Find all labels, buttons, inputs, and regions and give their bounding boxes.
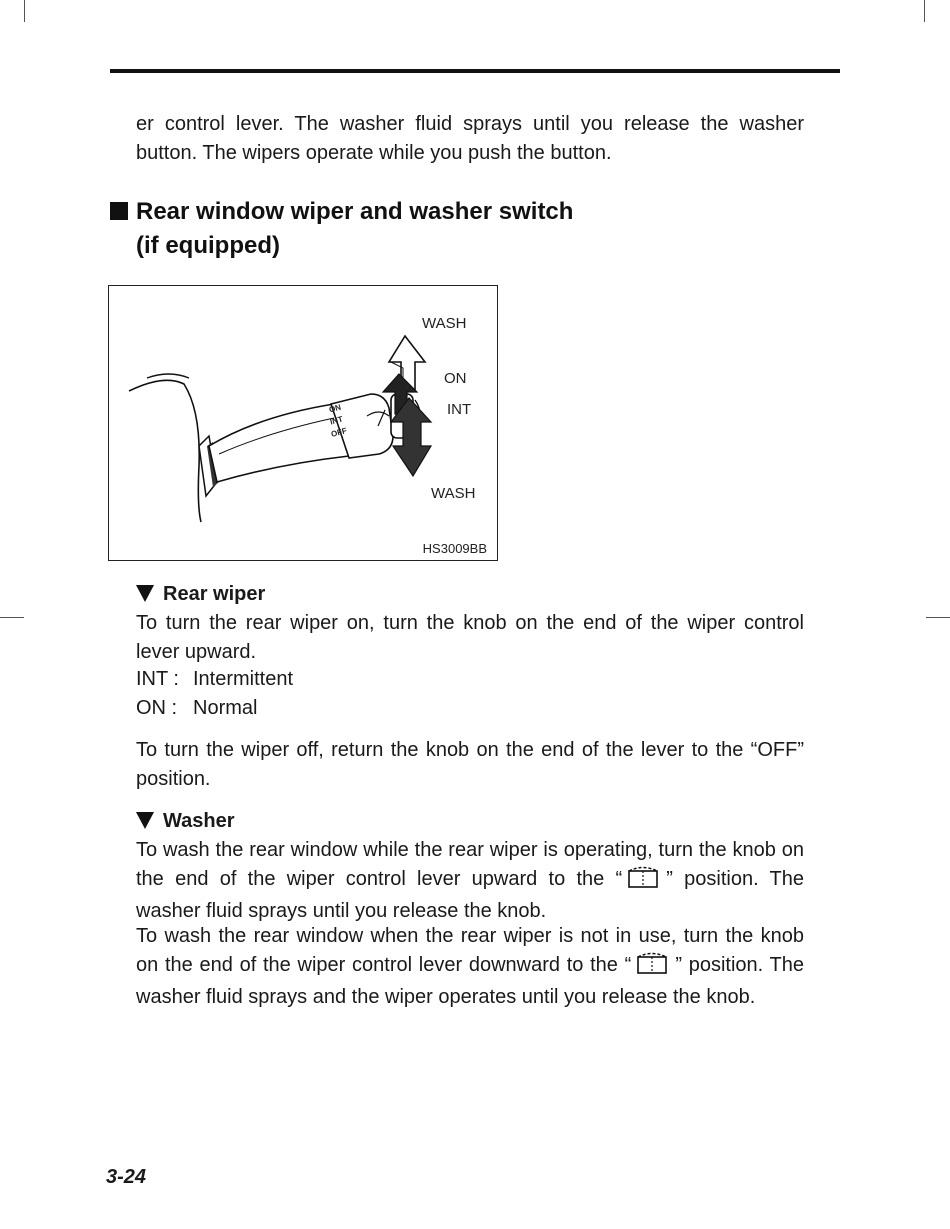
label-wash-up: WASH xyxy=(422,315,467,332)
mode-int xyxy=(136,665,293,694)
section-title-line-1: Rear window wiper and washer switch xyxy=(136,198,574,225)
switch-marking-on: ON xyxy=(328,402,342,415)
rear-wiper-para-1: To turn the rear wiper on, turn the knob on the end of the wiper control lever upward. xyxy=(136,612,804,663)
washer-para-1-start: To wash the rear window while the rear wiper is operating, turn the knob on the end of the wiper control lever upward to the “ xyxy=(136,839,804,890)
crop-mark-mid-left xyxy=(0,617,24,618)
section-title-line-2: (if equipped) xyxy=(136,232,280,259)
label-wash-down: WASH xyxy=(431,485,476,502)
mode-int-term: INT : xyxy=(136,668,179,690)
intro-line-2: button. The wipers operate while you push the button. xyxy=(136,142,612,164)
washer-para-2-end: ” position. The washer fluid sprays and the wiper operates until you release the knob. xyxy=(136,953,805,1008)
page-number: 3-24 xyxy=(106,1166,147,1188)
washer-para-2-start: To wash the rear window when the rear wiper is not in use, turn the knob on the end of the wiper control lever downward to the “ xyxy=(136,925,804,976)
intro-line-1: er control lever. The washer fluid sprays until you release the washer xyxy=(136,113,804,135)
mode-on-term: ON : xyxy=(136,697,178,719)
label-on: ON xyxy=(444,370,467,387)
washer-heading xyxy=(136,807,235,835)
crop-mark-top-right xyxy=(924,0,925,22)
wiper-switch-figure xyxy=(108,285,498,561)
triangle-bullet-icon xyxy=(136,585,154,602)
rear-wiper-para-2: To turn the wiper off, return the knob on the end of the lever to the “OFF” position. xyxy=(136,739,804,790)
mode-on xyxy=(136,694,257,723)
mode-on-desc: Normal xyxy=(193,697,258,719)
washer-para-1-end: ” position. The washer fluid sprays until you release the knob. xyxy=(136,867,804,922)
label-int: INT xyxy=(447,401,472,418)
header-rule xyxy=(110,69,840,73)
crop-mark-top-left xyxy=(24,0,25,22)
triangle-bullet-icon xyxy=(136,812,154,829)
switch-marking-int: INT xyxy=(329,414,344,427)
rear-wiper-heading-text: Rear wiper xyxy=(163,583,266,605)
crop-mark-mid-right xyxy=(926,617,950,618)
square-bullet-icon xyxy=(110,202,128,220)
mode-int-desc: Intermittent xyxy=(193,668,294,690)
switch-marking-off: OFF xyxy=(330,426,348,439)
washer-heading-text: Washer xyxy=(163,810,235,832)
washer-para-1 xyxy=(136,836,804,926)
rear-wiper-heading xyxy=(136,580,265,608)
rear-washer-icon xyxy=(635,951,669,984)
rear-washer-icon xyxy=(626,865,660,898)
section-heading xyxy=(110,195,573,263)
washer-para-2 xyxy=(136,922,804,1012)
figure-code: HS3009BB xyxy=(422,541,487,556)
